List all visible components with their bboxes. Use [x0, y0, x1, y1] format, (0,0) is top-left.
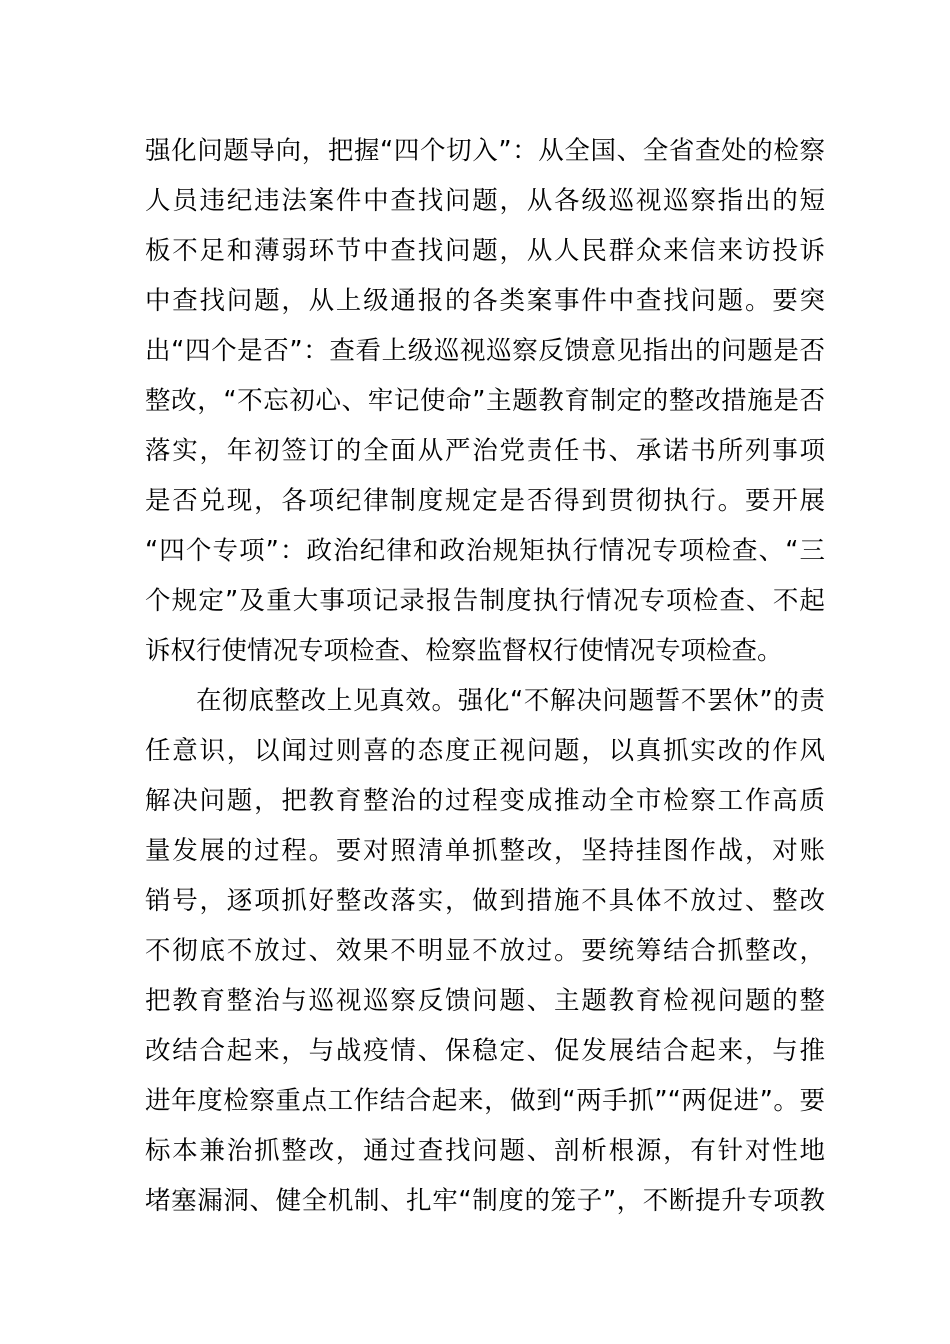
text-line: 不彻底不放过、效果不明显不放过。要统筹结合抓整改， [145, 936, 825, 966]
text-line: 强化问题导向，把握“四个切入”：从全国、全省查处的检察 [145, 136, 825, 166]
text-line: 中查找问题，从上级通报的各类案事件中查找问题。要突 [145, 286, 825, 316]
text-line: 任意识，以闻过则喜的态度正视问题，以真抓实改的作风 [145, 736, 825, 766]
text-line: “四个专项”：政治纪律和政治规矩执行情况专项检查、“三 [145, 536, 825, 566]
text-line: 整改，“不忘初心、牢记使命”主题教育制定的整改措施是否 [145, 386, 825, 416]
text-line: 人员违纪违法案件中查找问题，从各级巡视巡察指出的短 [145, 186, 825, 216]
text-line: 在彻底整改上见真效。强化“不解决问题誓不罢休”的责 [196, 686, 825, 716]
text-line: 销号，逐项抓好整改落实，做到措施不具体不放过、整改 [145, 886, 825, 916]
text-line: 把教育整治与巡视巡察反馈问题、主题教育检视问题的整 [145, 986, 825, 1016]
text-line: 标本兼治抓整改，通过查找问题、剖析根源，有针对性地 [145, 1136, 825, 1166]
paragraph-continued [145, 126, 825, 676]
text-line: 进年度检察重点工作结合起来，做到“两手抓”“两促进”。要 [145, 1086, 825, 1116]
text-line: 改结合起来，与战疫情、保稳定、促发展结合起来，与推 [145, 1036, 825, 1066]
text-line: 出“四个是否”：查看上级巡视巡察反馈意见指出的问题是否 [145, 336, 825, 366]
text-line: 解决问题，把教育整治的过程变成推动全市检察工作高质 [145, 786, 825, 816]
text-line: 落实，年初签订的全面从严治党责任书、承诺书所列事项 [145, 436, 825, 466]
paragraph-rectification [145, 676, 825, 1226]
text-line: 诉权行使情况专项检查、检察监督权行使情况专项检查。 [145, 636, 783, 666]
text-line: 个规定”及重大事项记录报告制度执行情况专项检查、不起 [145, 586, 825, 616]
text-line: 量发展的过程。要对照清单抓整改，坚持挂图作战，对账 [145, 836, 825, 866]
text-line: 板不足和薄弱环节中查找问题，从人民群众来信来访投诉 [145, 236, 825, 266]
text-line: 是否兑现，各项纪律制度规定是否得到贯彻执行。要开展 [145, 486, 825, 516]
body-text [145, 126, 825, 1226]
text-line: 堵塞漏洞、健全机制、扎牢“制度的笼子”，不断提升专项教 [145, 1186, 825, 1216]
